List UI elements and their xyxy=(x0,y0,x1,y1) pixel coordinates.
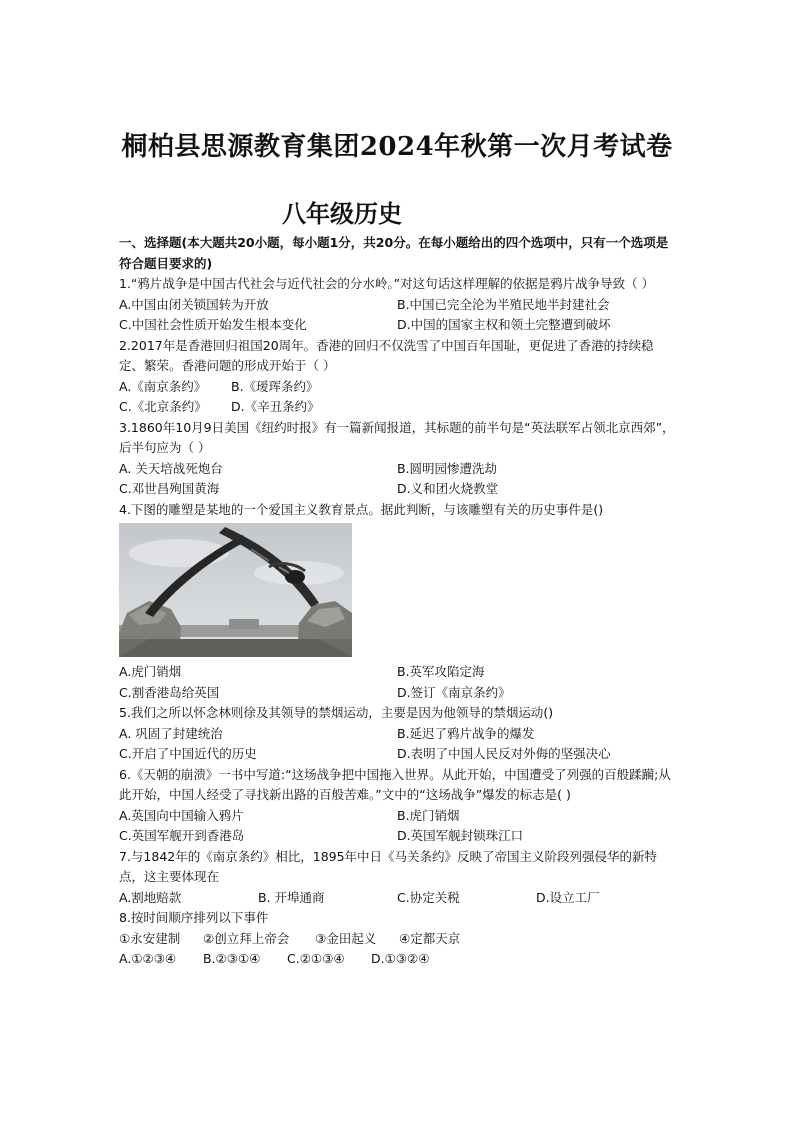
options-row xyxy=(119,724,675,745)
options-row xyxy=(119,459,675,480)
options-row xyxy=(119,377,675,398)
options-row xyxy=(119,479,675,500)
question-1 xyxy=(119,274,675,336)
question-8 xyxy=(119,908,675,970)
option-d: D.签订《南京条约》 xyxy=(397,684,511,700)
option-b: B.中国已完全沦为半殖民地半封建社会 xyxy=(397,296,610,312)
event-item: ④定都天京 xyxy=(399,930,461,946)
options-row xyxy=(119,397,675,418)
option-a: A.《南京条约》 xyxy=(119,378,207,394)
options-row xyxy=(119,744,675,765)
options-row xyxy=(119,949,675,970)
options-row xyxy=(119,295,675,316)
question-6 xyxy=(119,765,675,847)
section-header: 一、选择题(本大题共20小题，每小题1分，共20分。在每小题给出的四个选项中，只有一个选项是符合题目要求的) xyxy=(119,235,669,271)
option-b: B.延迟了鸦片战争的爆发 xyxy=(397,725,535,741)
option-a: A.虎门销烟 xyxy=(119,664,182,679)
option-a: A.中国由闭关锁国转为开放 xyxy=(119,296,269,312)
option-a: A.英国向中国输入鸦片 xyxy=(119,807,244,823)
option-b: B.②③①④ xyxy=(203,951,261,966)
option-a: A. 巩固了封建统治 xyxy=(119,725,223,741)
question-2 xyxy=(119,336,675,418)
option-d: D.《辛丑条约》 xyxy=(231,399,320,414)
events-row xyxy=(119,929,675,950)
option-a: A. 关天培战死炮台 xyxy=(119,460,223,476)
option-c: C.②①③④ xyxy=(287,951,345,966)
event-item: ①永安建制 xyxy=(119,930,181,946)
option-c: C.中国社会性质开始发生根本变化 xyxy=(119,317,307,332)
question-stem: 6.《天朝的崩溃》一书中写道:“这场战争把中国拖入世界。从此开始，中国遭受了列强的百般蹂躏;从此开始，中国人经受了寻找新出路的百般苦难。”文中的“这场战争”爆发的标志是( ) xyxy=(119,766,671,802)
options-row xyxy=(119,826,675,847)
question-stem: 2.2017年是香港回归祖国20周年。香港的回归不仅洗雪了中国百年国耻，更促进了香港的持续稳定、繁荣。香港问题的形成开始于（ ） xyxy=(119,337,654,373)
option-c: C.割香港岛给英国 xyxy=(119,684,220,700)
question-3 xyxy=(119,418,675,500)
option-d: D.英国军舰封锁珠江口 xyxy=(397,828,524,843)
options-row xyxy=(119,315,675,336)
question-stem: 5.我们之所以怀念林则徐及其领导的禁烟运动，主要是因为他领导的禁烟运动() xyxy=(119,705,554,720)
exam-title: 桐柏县思源教育集团2024年秋第一次月考试卷 xyxy=(121,132,673,162)
option-d: D.表明了中国人民反对外侮的坚强决心 xyxy=(397,746,611,761)
option-b: B.虎门销烟 xyxy=(397,807,460,823)
question-5 xyxy=(119,703,675,765)
option-d: D.义和团火烧教堂 xyxy=(397,481,499,496)
option-b: B.《瑷珲条约》 xyxy=(231,378,319,394)
option-c: C.《北京条约》 xyxy=(119,399,207,414)
option-a: A.①②③④ xyxy=(119,951,177,966)
exam-content xyxy=(119,233,675,970)
sculpture-photo xyxy=(119,523,352,657)
options-row xyxy=(119,683,675,704)
option-d: D.中国的国家主权和领土完整遭到破坏 xyxy=(397,317,611,332)
option-a: A.割地赔款 xyxy=(119,889,182,905)
option-c: C.协定关税 xyxy=(397,889,460,905)
question-stem: 4.下图的雕塑是某地的一个爱国主义教育景点。据此判断，与该雕塑有关的历史事件是() xyxy=(119,501,604,517)
options-row xyxy=(119,888,675,909)
options-row xyxy=(119,806,675,827)
exam-subtitle: 八年级历史 xyxy=(282,200,402,228)
option-c: C.开启了中国近代的历史 xyxy=(119,746,257,761)
option-c: C.英国军舰开到香港岛 xyxy=(119,828,245,843)
option-b: B. 开埠通商 xyxy=(258,889,325,905)
event-item: ③金田起义 xyxy=(315,930,377,946)
event-item: ②创立拜上帝会 xyxy=(203,930,290,946)
question-4 xyxy=(119,500,675,704)
options-row xyxy=(119,662,675,683)
question-stem: 3.1860年10月9日美国《纽约时报》有一篇新闻报道，其标题的前半句是“英法联军占领北京西郊”，后半句应为（ ） xyxy=(119,419,675,455)
question-stem: 1.“鸦片战争是中国古代社会与近代社会的分水岭。”对这句话这样理解的依据是鸦片战争导致（ ） xyxy=(119,276,655,291)
option-b: B.圆明园惨遭洗劫 xyxy=(397,460,498,476)
option-c: C.邓世昌殉国黄海 xyxy=(119,481,220,496)
option-d: D.设立工厂 xyxy=(536,889,600,905)
question-stem: 7.与1842年的《南京条约》相比，1895年中日《马关条约》反映了帝国主义阶段列强侵华的新特点，这主要体现在 xyxy=(119,848,658,884)
option-d: D.①③②④ xyxy=(371,951,430,966)
question-7 xyxy=(119,847,675,909)
option-b: B.英军攻陷定海 xyxy=(397,664,485,679)
question-stem: 8.按时间顺序排列以下事件 xyxy=(119,910,269,925)
